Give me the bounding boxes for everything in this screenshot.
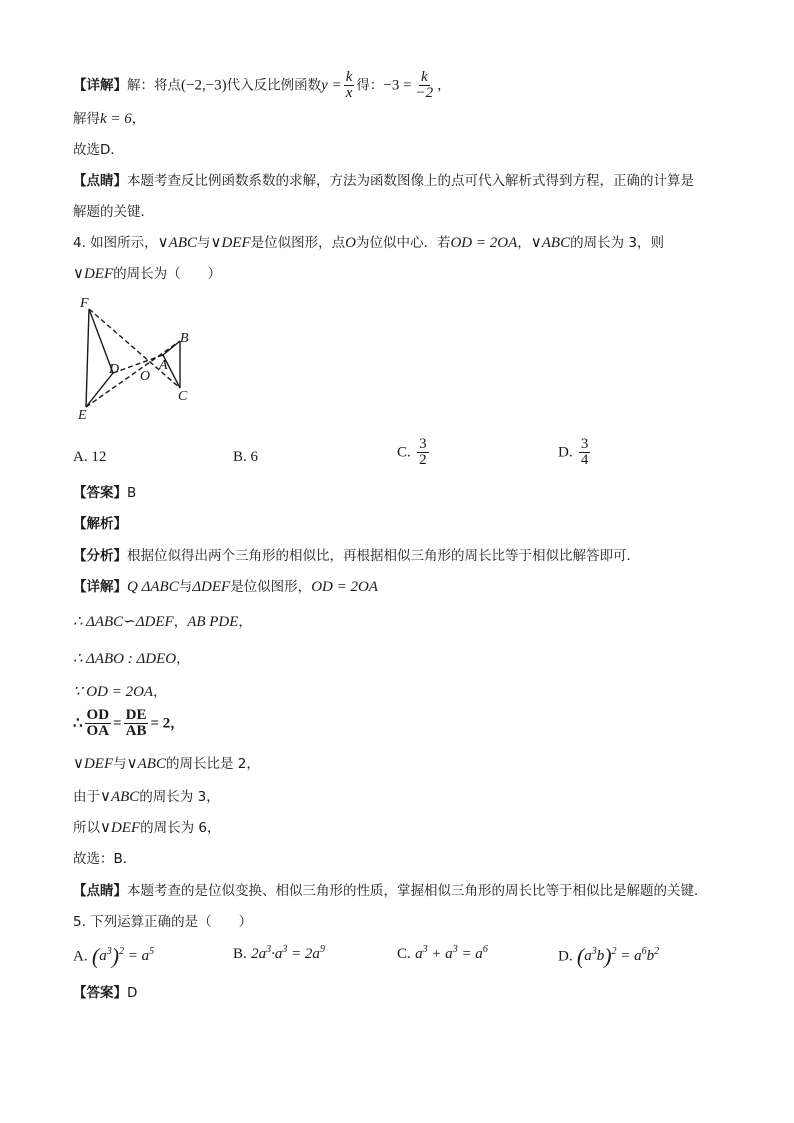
q4-stem-line2 bbox=[73, 265, 221, 283]
tag-answer: 【答案】 bbox=[73, 485, 127, 501]
q4-tri-def-2: ∨DEF bbox=[73, 266, 114, 282]
tag-detail: 【详解】 bbox=[73, 77, 127, 94]
q3-comment-text: 本题考查反比例函数系数的求解，方法为函数图像上的点可代入解析式得到方程，正确的计算是 bbox=[127, 173, 694, 189]
q4-d7-c: 的周长为 3， bbox=[139, 789, 220, 805]
q4-d5-res: = 2 bbox=[150, 715, 171, 732]
q4-detail-line1 bbox=[73, 578, 378, 596]
tag-comment: 【点睛】 bbox=[73, 173, 127, 189]
q5-answer-line bbox=[73, 984, 137, 1002]
q4-detail-line4 bbox=[73, 683, 167, 701]
q4-d8-a: 所以 bbox=[73, 820, 100, 836]
q3-comment-line bbox=[73, 172, 694, 190]
q4-d2-b: ， bbox=[173, 614, 188, 630]
q4-stem-d: 的周长为 3，则 bbox=[570, 235, 664, 251]
tag-analysis: 【解析】 bbox=[73, 516, 127, 532]
q4-d6-b: 与 bbox=[113, 756, 127, 772]
q4-option-d-frac: $\frac{3}{4}$ bbox=[580, 436, 589, 468]
q4-d8-c: 的周长为 6， bbox=[140, 820, 221, 836]
edge-ed bbox=[86, 373, 113, 407]
q5-option-d-label: D. bbox=[558, 948, 573, 965]
q5-answer: D bbox=[127, 985, 138, 1001]
q5-option-a bbox=[73, 944, 154, 970]
q4-yu: 与 bbox=[196, 235, 211, 251]
q4-comment-line bbox=[73, 882, 708, 900]
q5-option-c-expr: $a^3 + a^3 = a^6$ bbox=[415, 944, 488, 962]
q3-neg3: −3 = bbox=[383, 77, 412, 94]
q5-option-a-expr: $(a^3)^2 = a^5$ bbox=[91, 944, 155, 969]
q4-d5-b: ， bbox=[170, 715, 184, 732]
q4-tri-def: ∨DEF bbox=[210, 235, 251, 251]
q4-stem-e: 的周长为（ ） bbox=[113, 266, 222, 282]
q4-tri-abc-2: ∨ABC bbox=[530, 235, 571, 251]
q4-option-d bbox=[558, 437, 592, 468]
q4-choose-line: 故选：B． bbox=[73, 851, 137, 867]
q4-d3-b: ， bbox=[176, 651, 190, 667]
q4-d6-a: ∨DEF bbox=[73, 756, 114, 772]
q4-stem-c: ， bbox=[517, 235, 531, 251]
q3-y-eq: y = bbox=[321, 77, 342, 94]
q3-comment-line2: 解题的关键． bbox=[73, 204, 154, 220]
label-e: E bbox=[78, 408, 87, 423]
q4-answer-line bbox=[73, 484, 136, 502]
q3-de: 得： bbox=[356, 77, 384, 94]
q3-frac-k-x: $\frac{k}{x}$ bbox=[345, 69, 353, 101]
q5-option-b-label: B. bbox=[233, 946, 247, 962]
q3-solve-suffix: ， bbox=[131, 111, 146, 127]
q5-option-c-label: C. bbox=[397, 946, 411, 962]
tag-detail-2: 【详解】 bbox=[73, 579, 127, 595]
label-o: O bbox=[140, 369, 151, 384]
tag-comment-2: 【点睛】 bbox=[73, 883, 127, 899]
q4-d2-d: ， bbox=[238, 614, 252, 630]
q5-stem-line: 5. 下列运算正确的是（ ） bbox=[73, 914, 253, 930]
q3-frac-k-neg2: $\frac{k}{-2}$ bbox=[415, 69, 434, 101]
q4-option-b: B. 6 bbox=[233, 449, 259, 465]
label-b: B bbox=[180, 331, 189, 346]
q4-d6-c: ∨ABC bbox=[126, 756, 166, 772]
q4-comment-text: 本题考查的是位似变换、相似三角形的性质，掌握相似三角形的周长比等于相似比是解题的关键． bbox=[127, 883, 708, 899]
q4-stem-b: 为位似中心．若 bbox=[355, 235, 451, 251]
q4-detail-line8 bbox=[73, 819, 221, 837]
q4-option-c-frac: $\frac{3}{2}$ bbox=[419, 436, 427, 468]
q4-tri-abc: ∨ABC bbox=[157, 235, 197, 251]
q4-d1-c: ΔDEF bbox=[192, 579, 231, 595]
q4-option-c bbox=[397, 437, 431, 468]
q4-d7-a: 由于 bbox=[73, 789, 100, 805]
q4-stem-a: 是位似图形，点 bbox=[250, 235, 346, 251]
q4-d3: ∴ ΔABO : ΔDEO bbox=[73, 651, 177, 667]
q4-d5-frac2: $\frac{DE}{AB}$ bbox=[125, 707, 147, 739]
tag-answer-2: 【答案】 bbox=[73, 985, 127, 1001]
label-d: D bbox=[109, 362, 120, 377]
q4-d5-pre: ∴ bbox=[73, 715, 83, 732]
dash-eb bbox=[86, 341, 180, 407]
q3-solve-prefix: 解得 bbox=[73, 111, 100, 127]
q3-detail-prefix: 解：将点 bbox=[127, 77, 181, 94]
q4-option-c-label: C. bbox=[397, 444, 411, 461]
q4-stem-line1 bbox=[73, 234, 664, 252]
q4-d1-d: 是位似图形， bbox=[230, 579, 312, 595]
q4-detail-line2 bbox=[73, 613, 252, 631]
q4-stem-num: 4. 如图所示， bbox=[73, 235, 158, 251]
label-c: C bbox=[178, 389, 188, 404]
q4-detail-line6 bbox=[73, 755, 260, 773]
q5-option-d bbox=[558, 944, 659, 970]
edge-ba bbox=[163, 341, 180, 355]
q4-answer: B bbox=[127, 485, 137, 501]
q4-detail-line5 bbox=[73, 708, 184, 739]
q4-d2-c: AB PDE bbox=[187, 614, 239, 630]
q4-option-a: A. 12 bbox=[73, 449, 107, 465]
label-a: A bbox=[159, 358, 168, 373]
q4-d4-b: ， bbox=[153, 684, 167, 700]
q4-cond: OD = 2OA bbox=[450, 235, 518, 251]
q4-d2: ∴ ΔABC∽ΔDEF bbox=[73, 614, 174, 630]
q3-detail-line bbox=[73, 70, 451, 101]
q4-detail-line3 bbox=[73, 650, 190, 668]
q4-d1-e: OD = 2OA bbox=[311, 579, 378, 595]
q5-option-b-expr: $2a^3\cdot a^3 = 2a^9$ bbox=[251, 944, 325, 962]
q3-choose-line: 故选D． bbox=[73, 142, 124, 158]
label-f: F bbox=[80, 296, 89, 311]
q4-o: O bbox=[345, 235, 356, 251]
q4-fenxi-text: 根据位似得出两个三角形的相似比，再根据相似三角形的周长比等于相似比解答即可． bbox=[127, 548, 640, 564]
q4-d5-eq: = bbox=[113, 715, 122, 732]
q4-option-d-label: D. bbox=[558, 444, 573, 461]
q4-fenxi-line bbox=[73, 547, 640, 565]
q4-d6-d: 的周长比是 2， bbox=[165, 756, 260, 772]
q4-d1-a: Q ΔABC bbox=[127, 579, 179, 595]
q4-detail-line7 bbox=[73, 788, 220, 806]
q5-option-c bbox=[397, 944, 488, 963]
q4-d4: ∵ OD = 2OA bbox=[73, 684, 154, 700]
edge-fe bbox=[86, 309, 89, 407]
q5-option-a-label: A. bbox=[73, 948, 88, 965]
q4-figure bbox=[72, 293, 202, 423]
tag-fenxi: 【分析】 bbox=[73, 548, 127, 564]
q3-point: (−2,−3) bbox=[181, 77, 227, 94]
q4-d7-b: ∨ABC bbox=[100, 789, 140, 805]
q5-option-d-expr: $(a^3b)^2 = a^6b^2$ bbox=[576, 944, 660, 969]
dash-da bbox=[113, 355, 163, 373]
q4-d8-b: ∨DEF bbox=[100, 820, 141, 836]
q3-solve-eq: k = 6 bbox=[100, 111, 132, 127]
dash-fc bbox=[89, 309, 180, 388]
q3-solve-line bbox=[73, 110, 145, 128]
q5-option-b bbox=[233, 944, 325, 963]
q3-detail-mid: 代入反比例函数 bbox=[226, 77, 322, 94]
q4-d5-frac1: $\frac{OD}{OA}$ bbox=[86, 707, 110, 739]
q3-comma: ， bbox=[437, 77, 451, 94]
q4-d1-b: 与 bbox=[178, 579, 193, 595]
